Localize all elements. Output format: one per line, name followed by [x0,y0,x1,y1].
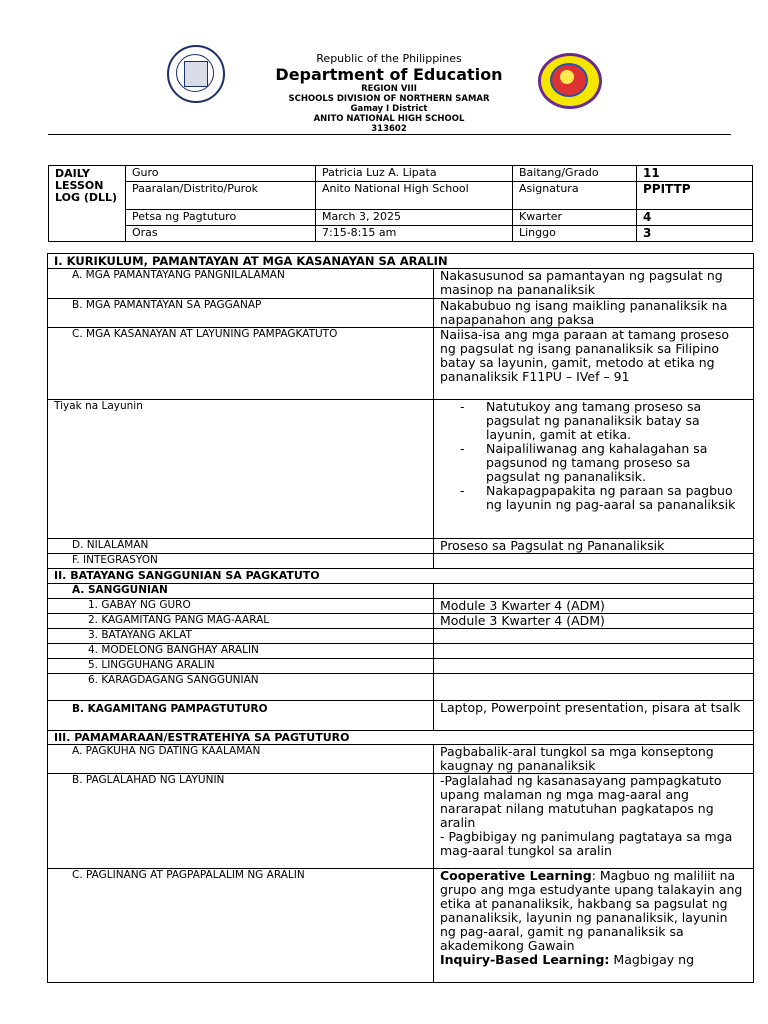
strategy-text: Magbigay ng [609,952,695,967]
row-value: Module 3 Kwarter 4 (ADM) [434,599,754,614]
objectives-cell [434,400,754,539]
row-value [434,659,754,674]
row-label: 3. BATAYANG AKLAT [48,629,434,644]
list-item: - Nakapagpapakita ng paraan sa pagbuo ng layunin ng pag-aaral sa pananaliksik [460,484,747,512]
info-table [48,165,753,242]
row-label: A. SANGGUNIAN [48,584,434,599]
section-heading: I. KURIKULUM, PAMANTAYAN AT MGA KASANAYAN SA ARALIN [48,254,754,269]
row-label: C. MGA KASANAYAN AT LAYUNING PAMPAGKATUTO [48,328,434,400]
row-value [434,674,754,701]
district-line: Gamay I District [350,104,428,114]
row-label: C. PAGLINANG AT PAGPAPALALIM NG ARALIN [48,869,434,983]
header-divider [48,134,731,135]
row-value: Module 3 Kwarter 4 (ADM) [434,614,754,629]
row-label: 1. GABAY NG GURO [48,599,434,614]
lesson-plan-table [47,253,754,983]
row-value: Nakabubuo ng isang maikling pananaliksik na napapanahon ang paksa [434,299,754,328]
row-value: Nakasusunod sa pamantayan ng pagsulat ng masinop na pananaliksik [434,269,754,299]
division-line: SCHOOLS DIVISION OF NORTHERN SAMAR [288,94,490,104]
info-value: PPITTP [637,182,753,210]
strategy-title: Cooperative Learning [440,868,592,883]
row-value: Naiisa-isa ang mga paraan at tamang proseso ng pagsulat ng isang pananaliksik sa Filipino batay sa layunin, gamit, metodo at etika ng pananaliksik F11PU – IVef – 91 [434,328,754,400]
strategy-text: : Magbuo ng maliliit na grupo ang mga estudyante upang talakayin ang etika at pananaliksik, hakbang sa pagsulat ng pananaliksik, layunin ng pananaliksik, layunin ng pag-aaral, gamit ng pananaliksik sa akademikong Gawain [440,868,743,953]
section-heading: II. BATAYANG SANGGUNIAN SA PAGKATUTO [48,569,754,584]
info-label: Kwarter [513,210,637,226]
info-value: Patricia Luz A. Lipata [316,166,513,182]
row-label: Tiyak na Layunin [48,400,434,539]
info-label: Oras [126,226,316,242]
section-heading: III. PAMAMARAAN/ESTRATEHIYA SA PAGTUTURO [48,731,754,745]
region-line: REGION VIII [361,84,417,94]
row-value [434,869,754,983]
row-label: B. MGA PAMANTAYAN SA PAGGANAP [48,299,434,328]
info-label: Linggo [513,226,637,242]
row-label: B. KAGAMITANG PAMPAGTUTURO [48,701,434,731]
info-value: Anito National High School [316,182,513,210]
row-label: D. NILALAMAN [48,539,434,554]
list-item: - Naipaliliwanag ang kahalagahan sa pagsunod ng tamang proseso sa pagsulat ng pananaliksik. [460,442,747,484]
row-value [434,644,754,659]
objectives-list [440,400,747,512]
strategy-title: Inquiry-Based Learning: [440,952,610,967]
objective-text: -Paglalahad ng kasanasayang pampagkatuto upang malaman ng mga mag-aaral ang nararapat nilang matutuhan pagkatapos ng aralin [440,773,722,830]
row-value [434,554,754,569]
row-label: B. PAGLALAHAD NG LAYUNIN [48,774,434,869]
row-label: 2. KAGAMITANG PANG MAG-AARAL [48,614,434,629]
school-line: ANITO NATIONAL HIGH SCHOOL [313,114,465,124]
info-label: Paaralan/Distrito/Purok [126,182,316,210]
info-value: 3 [637,226,753,242]
info-label: Guro [126,166,316,182]
school-id-line: 313602 [371,124,407,134]
row-value: Proseso sa Pagsulat ng Pananaliksik [434,539,754,554]
info-label: Petsa ng Pagtuturo [126,210,316,226]
info-label: Baitang/Grado [513,166,637,182]
info-value: 11 [637,166,753,182]
row-label: F. INTEGRASYON [48,554,434,569]
row-label: 6. KARAGDAGANG SANGGUNIAN [48,674,434,701]
document-header [0,52,768,134]
row-value: Pagbabalik-aral tungkol sa mga konseptong kaugnay ng pananaliksik [434,745,754,774]
row-label: A. PAGKUHA NG DATING KAALAMAN [48,745,434,774]
info-label: Asignatura [513,182,637,210]
row-label: A. MGA PAMANTAYANG PANGNILALAMAN [48,269,434,299]
row-value [434,774,754,869]
row-label: 5. LINGGUHANG ARALIN [48,659,434,674]
republic-line: Republic of the Philippines [316,52,462,65]
row-label: 4. MODELONG BANGHAY ARALIN [48,644,434,659]
info-value: 7:15-8:15 am [316,226,513,242]
list-item: - Natutukoy ang tamang proseso sa pagsulat ng pananaliksik batay sa layunin, gamit at etika. [460,400,747,442]
department-title: Department of Education [275,65,503,84]
row-value: Laptop, Powerpoint presentation, pisara at tsalk [434,701,754,731]
info-value: 4 [637,210,753,226]
row-value [434,584,754,599]
pretest-text: - Pagbibigay ng panimulang pagtataya sa mga mag-aaral tungkol sa aralin [440,829,733,858]
dll-title: DAILY LESSON LOG (DLL) [49,166,126,242]
row-value [434,629,754,644]
info-value: March 3, 2025 [316,210,513,226]
